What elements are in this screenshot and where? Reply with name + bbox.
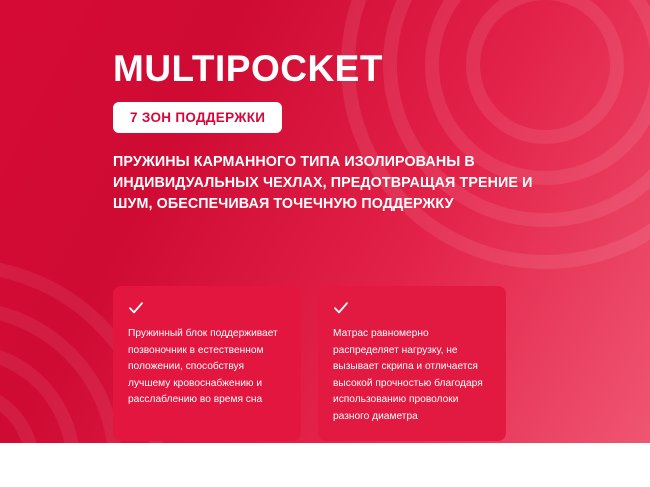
- feature-card-text: Пружинный блок поддерживает позвоночник в естественном положении, способствуя лучшему кровоснабжению и расслаблению во время сна: [128, 328, 278, 406]
- check-icon: [128, 300, 144, 316]
- feature-card: [318, 286, 506, 441]
- support-zones-badge: 7 ЗОН ПОДДЕРЖКИ: [113, 102, 282, 133]
- check-icon: [333, 300, 349, 316]
- lead-paragraph: ПРУЖИНЫ КАРМАННОГО ТИПА ИЗОЛИРОВАНЫ В ИНДИВИДУАЛЬНЫХ ЧЕХЛАХ, ПРЕДОТВРАЩАЯ ТРЕНИЕ И ШУМ, ОБЕСПЕЧИВАЯ ТОЧЕЧНУЮ ПОДДЕРЖКУ: [113, 154, 533, 213]
- page-title: MULTIPOCKET: [113, 48, 383, 89]
- feature-cards: [113, 286, 506, 441]
- feature-card: [113, 286, 301, 441]
- feature-card-text: Матрас равномерно распределяет нагрузку, не вызывает скрипа и отличается высокой прочностью благодаря использованию проволоки разного диаметра: [333, 328, 483, 422]
